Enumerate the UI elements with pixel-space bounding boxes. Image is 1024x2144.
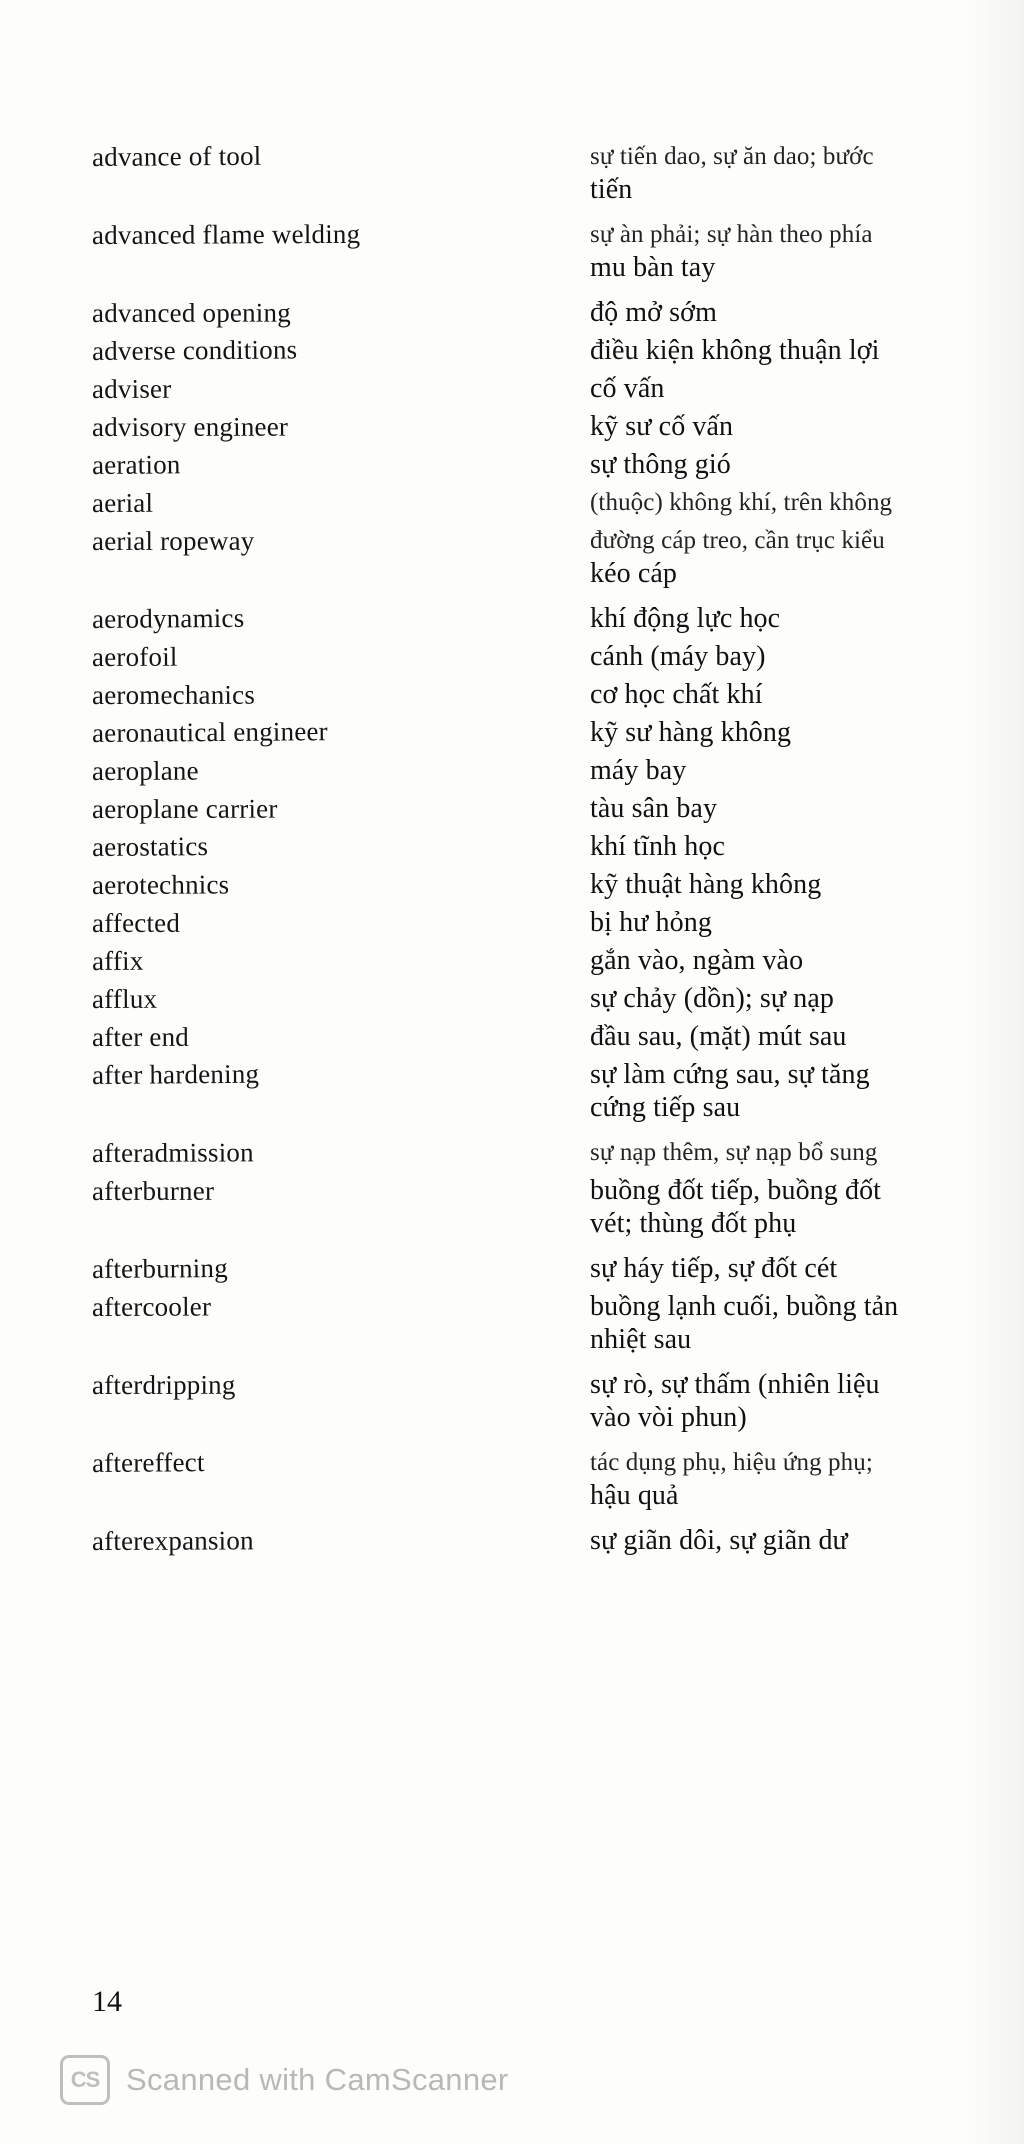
entry-gloss [590,640,1020,673]
dictionary-entry [0,868,1024,906]
entry-headword: aftercooler [91,1291,212,1322]
entry-headword: aerial ropeway [91,525,255,556]
dictionary-entry [0,1020,1024,1058]
entry-headword: adviser [91,373,172,404]
entry-gloss-line: đầu sau, (mặt) mút sau [590,1021,847,1052]
entry-headword: advisory engineer [91,411,289,442]
entry-gloss-line: cố vấn [590,373,665,404]
dictionary-entry [0,1058,1024,1134]
dictionary-entry [0,602,1024,640]
dictionary-entry [0,410,1024,448]
dictionary-entry [0,1446,1024,1522]
entry-headword: afteradmission [91,1137,254,1168]
entry-gloss [590,1020,1020,1053]
entry-headword: after hardening [91,1058,260,1090]
dictionary-entry [0,448,1024,486]
entry-headword: aeronautical engineer [91,716,328,748]
entry-headword: aeration [91,449,181,480]
entry-gloss [590,754,1020,787]
entry-headword: aerostatics [91,831,209,862]
entry-gloss-line: điều kiện không thuận lợi [590,335,880,366]
entry-headword: aerodynamics [91,602,245,634]
dictionary-entry [0,678,1024,716]
entry-gloss-line: kỹ sư cố vấn [590,411,734,442]
dictionary-entry [0,524,1024,600]
entry-gloss-line: sự nạp thêm, sự nạp bổ sung [590,1139,878,1166]
entry-headword: afflux [91,983,158,1014]
entry-headword: afterdripping [91,1369,236,1400]
entry-gloss [590,982,1020,1015]
entry-gloss-line: sự rò, sự thấm (nhiên liệu [590,1369,880,1400]
entry-gloss [590,906,1020,939]
dictionary-entry [0,1252,1024,1290]
entry-gloss [590,602,1020,635]
dictionary-entry [0,1174,1024,1250]
entry-headword: afterexpansion [91,1525,254,1556]
dictionary-entry [0,334,1024,372]
entry-gloss-line: sự àn phải; sự hàn theo phía [590,221,873,248]
entry-gloss-line: buồng lạnh cuối, buồng tản [590,1291,899,1322]
entry-headword: aeromechanics [91,679,256,710]
entry-gloss-line: cánh (máy bay) [590,641,766,672]
dictionary-entry [0,296,1024,334]
entry-headword: afterburning [91,1252,228,1284]
entry-gloss [590,1252,1020,1285]
entry-gloss-line: bị hư hỏng [590,907,712,938]
entry-gloss-line: khí động lực học [590,603,781,634]
dictionary-entry [0,754,1024,792]
dictionary-entry [0,792,1024,830]
entry-headword: aeroplane carrier [91,793,278,824]
dictionary-entry [0,716,1024,754]
dictionary-entry [0,372,1024,410]
dictionary-entry [0,1368,1024,1444]
entry-headword: affected [91,907,181,938]
entry-gloss [590,448,1020,481]
entry-gloss [590,1446,1020,1512]
entry-gloss [590,140,1020,206]
entry-gloss [590,944,1020,977]
dictionary-entry [0,1524,1024,1562]
entry-gloss [590,410,1020,443]
entry-gloss-line: vào vòi phun) [590,1402,747,1433]
entry-gloss-line: kéo cáp [590,558,677,589]
entry-headword: advanced opening [91,297,291,328]
entry-headword: advance of tool [91,140,262,172]
entry-gloss-line: cứng tiếp sau [590,1092,741,1123]
entry-gloss [590,830,1020,863]
dictionary-entry [0,486,1024,524]
entry-gloss-line: cơ học chất khí [590,679,763,710]
entry-headword: affix [91,945,144,976]
entry-gloss-line: hậu quả [590,1480,679,1511]
entry-gloss-line: (thuộc) không khí, trên không [590,489,893,516]
entry-gloss [590,678,1020,711]
entry-headword: aftereffect [91,1447,205,1478]
entry-gloss [590,524,1020,590]
entry-headword: aeroplane [91,755,199,786]
entry-gloss [590,868,1020,901]
entry-gloss [590,1524,1020,1557]
entry-gloss-line: kỹ sư hàng không [590,717,792,748]
entry-gloss-line: buồng đốt tiếp, buồng đốt [590,1175,882,1206]
entry-gloss [590,792,1020,825]
entry-gloss-line: độ mở sớm [590,297,717,328]
entry-headword: adverse conditions [91,334,298,366]
entry-headword: aerotechnics [91,869,230,900]
camscanner-logo-icon: CS [60,2055,110,2105]
entry-gloss [590,1174,1020,1240]
entry-gloss-line: sự chảy (dồn); sự nạp [590,983,834,1014]
entry-gloss [590,716,1020,749]
entry-gloss-line: vét; thùng đốt phụ [590,1208,797,1239]
entry-gloss-line: sự làm cứng sau, sự tăng [590,1059,870,1090]
entry-gloss-line: tác dụng phụ, hiệu ứng phụ; [590,1449,873,1476]
entry-gloss-line: tiến [590,174,633,205]
dictionary-entry [0,1136,1024,1174]
entry-gloss-line: sự háy tiếp, sự đốt cét [590,1253,838,1284]
entry-gloss-line: tàu sân bay [590,793,718,824]
entry-gloss [590,296,1020,329]
entry-gloss-line: gắn vào, ngàm vào [590,945,804,976]
dictionary-entry [0,140,1024,216]
entry-headword: aerofoil [91,641,178,672]
entry-gloss [590,1290,1020,1356]
entry-gloss-line: sự tiến dao, sự ăn dao; bước [590,143,874,170]
entry-gloss [590,372,1020,405]
dictionary-entry [0,830,1024,868]
entry-gloss-line: khí tĩnh học [590,831,725,862]
dictionary-entry [0,906,1024,944]
entry-headword: after end [91,1021,190,1052]
entry-gloss-line: nhiệt sau [590,1324,692,1355]
page-number: 14 [92,1985,122,2018]
entry-gloss-line: mu bàn tay [590,252,716,283]
camscanner-watermark-text: Scanned with CamScanner [126,2062,509,2097]
entry-gloss-line: máy bay [590,755,687,786]
entry-headword: advanced flame welding [91,218,361,250]
dictionary-entry [0,944,1024,982]
entry-gloss-line: kỹ thuật hàng không [590,869,822,900]
entry-headword: afterburner [91,1175,215,1206]
entry-headword: aerial [91,487,154,518]
entry-gloss [590,218,1020,284]
entry-gloss-line: đường cáp treo, cần trục kiểu [590,527,885,554]
entry-gloss [590,1058,1020,1124]
entry-gloss [590,1368,1020,1434]
dictionary-entry [0,1290,1024,1366]
dictionary-entry [0,218,1024,294]
entry-gloss [590,1136,1020,1169]
entry-gloss-line: sự giãn dôi, sự giãn dư [590,1525,848,1556]
entry-gloss [590,334,1020,367]
dictionary-entry [0,982,1024,1020]
entry-gloss [590,486,1020,519]
camscanner-watermark [60,2055,509,2105]
entry-gloss-line: sự thông gió [590,449,731,480]
dictionary-entry [0,640,1024,678]
